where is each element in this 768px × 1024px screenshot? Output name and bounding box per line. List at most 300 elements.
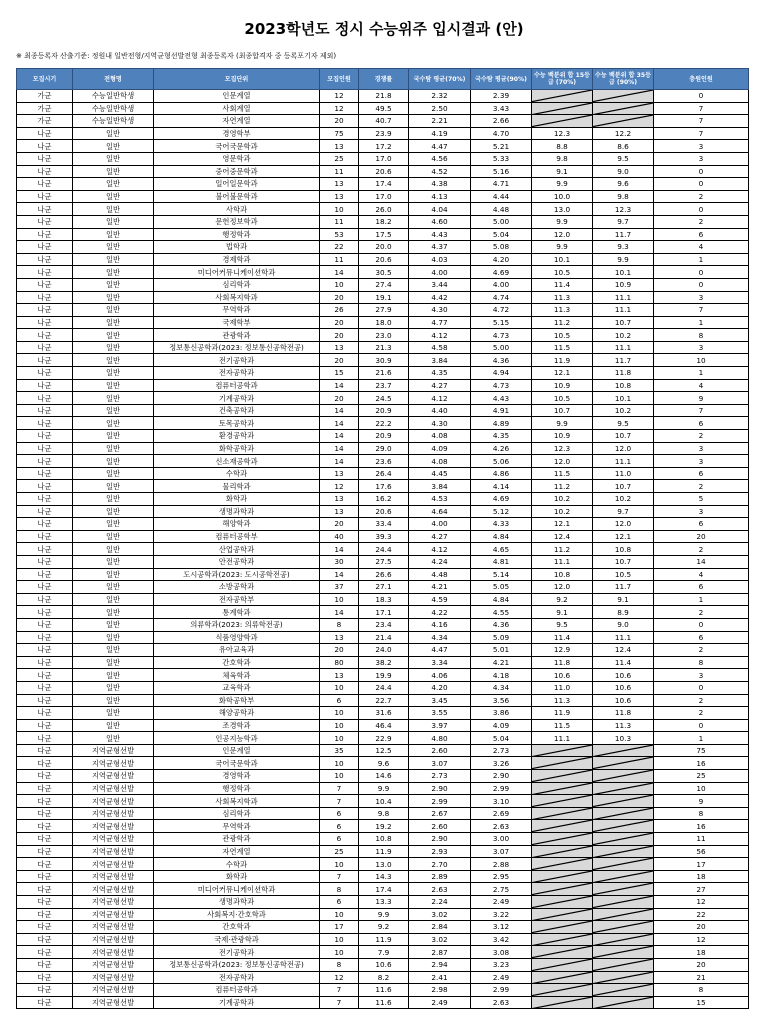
table-cell: 3.56 (471, 694, 532, 707)
table-cell: 7 (654, 304, 749, 317)
table-cell: 80 (320, 656, 359, 669)
table-cell: 지역균형선발 (73, 744, 154, 757)
table-cell: 4.89 (471, 417, 532, 430)
table-cell: 4.38 (409, 178, 471, 191)
table-row (17, 152, 749, 165)
table-row (17, 518, 749, 531)
table-cell: 7 (654, 127, 749, 140)
table-body (17, 90, 749, 1009)
table-cell: 식품영양학과 (154, 631, 320, 644)
table-cell: 17.0 (359, 190, 409, 203)
table-cell: 2.60 (409, 744, 471, 757)
table-cell: 지역균형선발 (73, 858, 154, 871)
table-cell: 7 (654, 115, 749, 128)
table-cell: 국어국문학과 (154, 140, 320, 153)
table-cell: 나군 (17, 530, 73, 543)
table-cell: 일반 (73, 694, 154, 707)
table-cell: 심리학과 (154, 278, 320, 291)
table-cell: 9.1 (532, 165, 593, 178)
table-cell: 11.2 (532, 543, 593, 556)
table-cell: 나군 (17, 417, 73, 430)
table-cell: 3 (654, 455, 749, 468)
table-cell: 4.12 (409, 329, 471, 342)
table-cell: 컴퓨터공학과 (154, 984, 320, 997)
table-cell: 일반 (73, 379, 154, 392)
table-cell: 1 (654, 732, 749, 745)
table-cell: 일반 (73, 304, 154, 317)
table-row (17, 329, 749, 342)
table-cell: 14 (320, 404, 359, 417)
table-cell: 간호학과 (154, 656, 320, 669)
table-cell: 17.1 (359, 606, 409, 619)
table-cell: 나군 (17, 719, 73, 732)
table-cell: 나군 (17, 253, 73, 266)
table-row (17, 757, 749, 770)
table-cell: 국어국문학과 (154, 757, 320, 770)
table-cell: 2.41 (409, 971, 471, 984)
table-cell: 가군 (17, 115, 73, 128)
table-cell: 3 (654, 291, 749, 304)
table-row (17, 228, 749, 241)
table-row (17, 505, 749, 518)
table-cell: 나군 (17, 656, 73, 669)
table-cell: 3.43 (471, 102, 532, 115)
table-cell: 1 (654, 253, 749, 266)
table-cell: 2 (654, 644, 749, 657)
table-cell: 일반 (73, 606, 154, 619)
table-cell: 일반 (73, 291, 154, 304)
table-cell: 29.0 (359, 442, 409, 455)
table-row (17, 367, 749, 380)
not-applicable-cell (593, 896, 654, 909)
table-cell: 14 (320, 606, 359, 619)
table-cell: 4.08 (409, 430, 471, 443)
table-cell: 5.15 (471, 316, 532, 329)
table-cell: 4.21 (471, 656, 532, 669)
table-cell: 8 (654, 984, 749, 997)
table-cell: 5.33 (471, 152, 532, 165)
table-cell: 8 (320, 883, 359, 896)
table-cell: 일반 (73, 442, 154, 455)
table-cell: 일반 (73, 417, 154, 430)
table-cell: 지역균형선발 (73, 845, 154, 858)
table-cell: 8.2 (359, 971, 409, 984)
table-cell: 10.6 (593, 694, 654, 707)
table-cell: 체육학과 (154, 669, 320, 682)
table-cell: 2.63 (409, 883, 471, 896)
table-cell: 3.97 (409, 719, 471, 732)
not-applicable-cell (593, 921, 654, 934)
table-cell: 10.1 (532, 253, 593, 266)
table-cell: 4.69 (471, 493, 532, 506)
table-cell: 사회계열 (154, 102, 320, 115)
table-cell: 11.4 (593, 656, 654, 669)
table-cell: 2 (654, 707, 749, 720)
table-cell: 6 (654, 581, 749, 594)
table-cell: 전자공학과 (154, 971, 320, 984)
table-row (17, 732, 749, 745)
table-cell: 17.0 (359, 152, 409, 165)
table-cell: 4.30 (409, 417, 471, 430)
table-cell: 수능일반학생 (73, 102, 154, 115)
not-applicable-cell (532, 845, 593, 858)
table-cell: 25 (320, 845, 359, 858)
table-cell: 무역학과 (154, 820, 320, 833)
table-cell: 13 (320, 190, 359, 203)
table-cell: 2.39 (471, 90, 532, 103)
table-cell: 다군 (17, 858, 73, 871)
table-cell: 나군 (17, 291, 73, 304)
table-cell: 11.6 (359, 984, 409, 997)
table-cell: 신소재공학과 (154, 455, 320, 468)
table-cell: 안전공학과 (154, 555, 320, 568)
table-row (17, 656, 749, 669)
table-cell: 10 (320, 946, 359, 959)
table-cell: 해양학과 (154, 518, 320, 531)
table-row (17, 933, 749, 946)
table-cell: 정보통신공학과(2023: 정보통신공학전공) (154, 958, 320, 971)
table-row (17, 807, 749, 820)
table-cell: 4.30 (409, 304, 471, 317)
table-cell: 2.94 (409, 958, 471, 971)
table-cell: 14 (320, 379, 359, 392)
table-cell: 일반 (73, 430, 154, 443)
table-cell: 소방공학과 (154, 581, 320, 594)
table-cell: 인문계열 (154, 744, 320, 757)
table-cell: 17 (654, 858, 749, 871)
table-cell: 4.48 (409, 568, 471, 581)
not-applicable-cell (532, 807, 593, 820)
table-cell: 컴퓨터공학과 (154, 379, 320, 392)
table-cell: 지역균형선발 (73, 795, 154, 808)
table-cell: 1 (654, 316, 749, 329)
table-cell: 2.75 (471, 883, 532, 896)
table-cell: 22 (320, 241, 359, 254)
table-cell: 22.7 (359, 694, 409, 707)
table-cell: 나군 (17, 505, 73, 518)
table-cell: 4.19 (409, 127, 471, 140)
table-cell: 생명과학과 (154, 896, 320, 909)
table-cell: 다군 (17, 820, 73, 833)
table-cell: 8.6 (593, 140, 654, 153)
table-cell: 11.8 (593, 367, 654, 380)
table-row (17, 278, 749, 291)
table-cell: 9.7 (593, 505, 654, 518)
table-cell: 4.53 (409, 493, 471, 506)
table-cell: 25 (654, 770, 749, 783)
header-cell: 모집단위 (154, 69, 320, 90)
table-cell: 5.16 (471, 165, 532, 178)
table-cell: 7 (654, 102, 749, 115)
table-cell: 17 (320, 921, 359, 934)
table-cell: 11.1 (593, 455, 654, 468)
table-cell: 38.2 (359, 656, 409, 669)
table-cell: 4.00 (471, 278, 532, 291)
table-cell: 19.9 (359, 669, 409, 682)
table-cell: 일반 (73, 253, 154, 266)
table-cell: 4.48 (471, 203, 532, 216)
table-cell: 정보통신공학과(2023: 정보통신공학전공) (154, 341, 320, 354)
table-cell: 지역균형선발 (73, 896, 154, 909)
table-cell: 토목공학과 (154, 417, 320, 430)
table-cell: 2.24 (409, 896, 471, 909)
table-cell: 일반 (73, 518, 154, 531)
table-row (17, 555, 749, 568)
not-applicable-cell (593, 833, 654, 846)
table-cell: 10.6 (532, 669, 593, 682)
table-cell: 4.80 (409, 732, 471, 745)
table-row (17, 455, 749, 468)
table-cell: 10.6 (359, 958, 409, 971)
table-cell: 다군 (17, 770, 73, 783)
table-cell: 17.5 (359, 228, 409, 241)
table-cell: 5.21 (471, 140, 532, 153)
table-cell: 9.5 (532, 618, 593, 631)
header-cell: 경쟁률 (359, 69, 409, 90)
table-row (17, 354, 749, 367)
not-applicable-cell (593, 770, 654, 783)
table-cell: 4.47 (409, 644, 471, 657)
table-cell: 7 (320, 996, 359, 1009)
table-cell: 의류학과(2023: 의류학전공) (154, 618, 320, 631)
table-cell: 9.6 (593, 178, 654, 191)
table-cell: 4.70 (471, 127, 532, 140)
table-cell: 4.26 (471, 442, 532, 455)
table-cell: 5.04 (471, 228, 532, 241)
table-cell: 4.73 (471, 379, 532, 392)
table-cell: 3.45 (409, 694, 471, 707)
table-cell: 10.5 (593, 568, 654, 581)
header-cell: 국수탐 평균(70%) (409, 69, 471, 90)
table-cell: 지역균형선발 (73, 770, 154, 783)
not-applicable-cell (593, 820, 654, 833)
table-cell: 20 (320, 316, 359, 329)
table-cell: 12.0 (593, 518, 654, 531)
table-cell: 4.22 (409, 606, 471, 619)
table-cell: 10.2 (532, 493, 593, 506)
table-cell: 20.9 (359, 430, 409, 443)
table-cell: 나군 (17, 568, 73, 581)
table-cell: 지역균형선발 (73, 996, 154, 1009)
table-cell: 일반 (73, 228, 154, 241)
table-cell: 일반 (73, 568, 154, 581)
table-cell: 10.8 (593, 543, 654, 556)
table-cell: 12.2 (593, 127, 654, 140)
table-cell: 2.50 (409, 102, 471, 115)
table-cell: 다군 (17, 845, 73, 858)
table-cell: 2.66 (471, 115, 532, 128)
table-cell: 4.55 (471, 606, 532, 619)
table-cell: 9.1 (532, 606, 593, 619)
not-applicable-cell (593, 883, 654, 896)
table-cell: 기계공학과 (154, 996, 320, 1009)
table-cell: 10.9 (532, 379, 593, 392)
table-cell: 나군 (17, 379, 73, 392)
table-cell: 수능일반학생 (73, 115, 154, 128)
table-cell: 10 (320, 593, 359, 606)
table-cell: 10.2 (593, 493, 654, 506)
table-cell: 12.4 (593, 644, 654, 657)
table-cell: 0 (654, 266, 749, 279)
table-cell: 4.36 (471, 354, 532, 367)
table-cell: 3.02 (409, 908, 471, 921)
table-cell: 중어중문학과 (154, 165, 320, 178)
not-applicable-cell (532, 984, 593, 997)
table-cell: 나군 (17, 228, 73, 241)
table-cell: 일반 (73, 341, 154, 354)
table-cell: 일반 (73, 555, 154, 568)
table-cell: 나군 (17, 707, 73, 720)
table-cell: 27.4 (359, 278, 409, 291)
table-cell: 생명과학과 (154, 505, 320, 518)
table-cell: 10 (320, 908, 359, 921)
table-cell: 나군 (17, 152, 73, 165)
table-row (17, 618, 749, 631)
table-cell: 17.4 (359, 178, 409, 191)
table-cell: 나군 (17, 694, 73, 707)
table-cell: 일반 (73, 732, 154, 745)
table-cell: 4.21 (409, 581, 471, 594)
table-cell: 0 (654, 90, 749, 103)
table-row (17, 140, 749, 153)
table-cell: 나군 (17, 555, 73, 568)
table-cell: 일반 (73, 152, 154, 165)
table-cell: 지역균형선발 (73, 958, 154, 971)
table-cell: 4.47 (409, 140, 471, 153)
table-cell: 4.58 (409, 341, 471, 354)
table-cell: 11.7 (593, 581, 654, 594)
table-cell: 14 (320, 442, 359, 455)
table-row (17, 178, 749, 191)
table-cell: 나군 (17, 304, 73, 317)
table-cell: 10 (654, 782, 749, 795)
table-cell: 나군 (17, 581, 73, 594)
table-cell: 12.3 (532, 442, 593, 455)
table-cell: 12 (654, 896, 749, 909)
table-row (17, 593, 749, 606)
table-cell: 수학과 (154, 858, 320, 871)
table-cell: 6 (654, 228, 749, 241)
table-cell: 5.14 (471, 568, 532, 581)
table-cell: 도시공학과(2023: 도시공학전공) (154, 568, 320, 581)
table-row (17, 681, 749, 694)
table-cell: 3.23 (471, 958, 532, 971)
not-applicable-cell (532, 757, 593, 770)
admission-results-table (16, 68, 749, 1009)
table-cell: 11 (320, 215, 359, 228)
not-applicable-cell (593, 996, 654, 1009)
table-cell: 9.5 (593, 417, 654, 430)
table-cell: 3.00 (471, 833, 532, 846)
table-cell: 12.0 (532, 581, 593, 594)
not-applicable-cell (593, 744, 654, 757)
table-cell: 20 (654, 530, 749, 543)
table-cell: 0 (654, 278, 749, 291)
table-row (17, 480, 749, 493)
table-cell: 나군 (17, 367, 73, 380)
table-cell: 다군 (17, 807, 73, 820)
table-row (17, 90, 749, 103)
table-cell: 4.42 (409, 291, 471, 304)
table-cell: 20.6 (359, 165, 409, 178)
table-cell: 11 (654, 833, 749, 846)
table-cell: 10.9 (532, 430, 593, 443)
table-cell: 일반 (73, 593, 154, 606)
table-cell: 19.1 (359, 291, 409, 304)
table-cell: 11.3 (532, 291, 593, 304)
table-row (17, 644, 749, 657)
table-cell: 11.2 (532, 480, 593, 493)
table-row (17, 996, 749, 1009)
table-cell: 4.00 (409, 266, 471, 279)
table-cell: 23.4 (359, 618, 409, 631)
table-cell: 일반 (73, 354, 154, 367)
table-cell: 나군 (17, 316, 73, 329)
table-cell: 10.5 (532, 266, 593, 279)
table-cell: 53 (320, 228, 359, 241)
table-cell: 9.9 (359, 782, 409, 795)
not-applicable-cell (593, 115, 654, 128)
table-cell: 12 (320, 971, 359, 984)
table-cell: 일반 (73, 455, 154, 468)
not-applicable-cell (532, 770, 593, 783)
table-cell: 8 (654, 807, 749, 820)
table-cell: 20 (320, 291, 359, 304)
table-cell: 4.56 (409, 152, 471, 165)
table-cell: 5.09 (471, 631, 532, 644)
table-cell: 나군 (17, 329, 73, 342)
table-cell: 6 (320, 833, 359, 846)
table-cell: 11.1 (532, 732, 593, 745)
table-cell: 10.1 (593, 392, 654, 405)
table-cell: 나군 (17, 178, 73, 191)
table-cell: 지역균형선발 (73, 984, 154, 997)
table-cell: 27.9 (359, 304, 409, 317)
table-cell: 13 (320, 505, 359, 518)
table-cell: 나군 (17, 669, 73, 682)
table-cell: 14 (320, 430, 359, 443)
table-row (17, 669, 749, 682)
table-cell: 일반 (73, 543, 154, 556)
table-cell: 40 (320, 530, 359, 543)
table-cell: 9.2 (359, 921, 409, 934)
table-header-row (17, 69, 749, 90)
table-cell: 10.2 (593, 404, 654, 417)
table-cell: 4.00 (409, 518, 471, 531)
table-cell: 7.9 (359, 946, 409, 959)
table-cell: 11.0 (532, 681, 593, 694)
table-cell: 다군 (17, 896, 73, 909)
table-cell: 35 (320, 744, 359, 757)
not-applicable-cell (532, 782, 593, 795)
table-cell: 11.5 (532, 341, 593, 354)
table-row (17, 493, 749, 506)
table-cell: 10 (320, 681, 359, 694)
table-cell: 27.5 (359, 555, 409, 568)
table-cell: 다군 (17, 958, 73, 971)
table-cell: 일반 (73, 631, 154, 644)
table-cell: 31.6 (359, 707, 409, 720)
table-cell: 8 (654, 656, 749, 669)
table-row (17, 971, 749, 984)
table-cell: 20 (654, 921, 749, 934)
table-cell: 5.00 (471, 341, 532, 354)
table-row (17, 631, 749, 644)
table-cell: 다군 (17, 757, 73, 770)
table-cell: 12.4 (532, 530, 593, 543)
table-cell: 24.4 (359, 543, 409, 556)
table-cell: 다군 (17, 795, 73, 808)
